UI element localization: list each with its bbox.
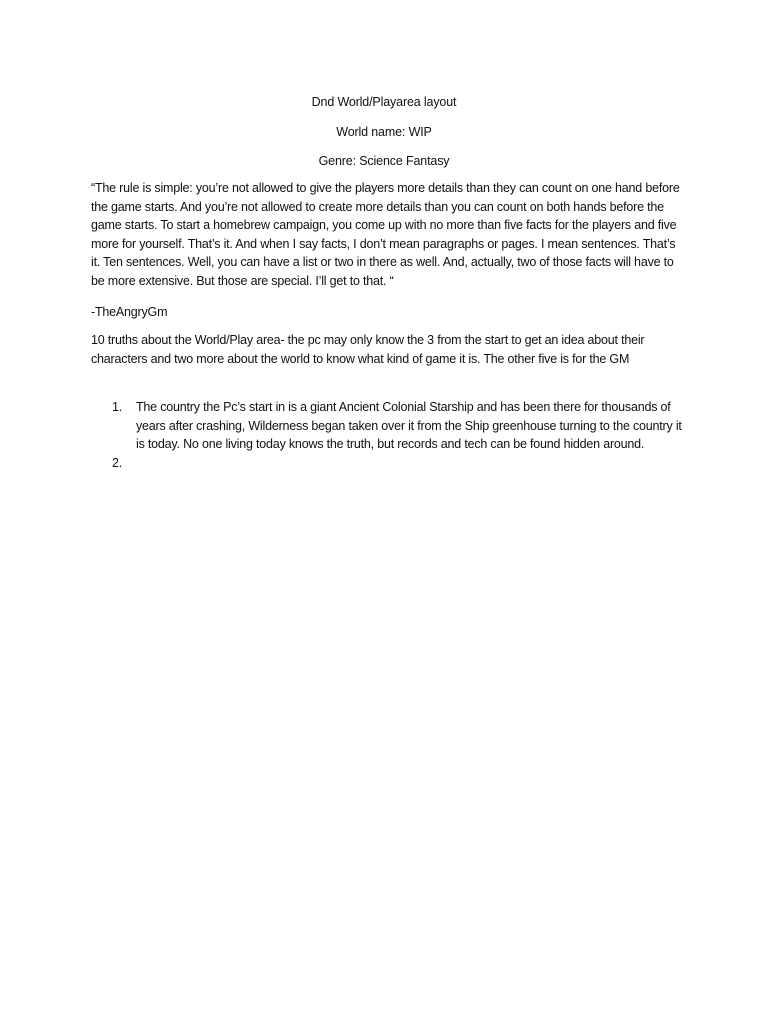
quote-attribution: -TheAngryGm	[91, 305, 168, 319]
list-item-text: The country the Pc’s start in is a giant Ancient Colonial Starship and has been there for thousands of years after crashing, Wilderness began taken over it from the Ship greenhouse turning to the country it is today. No one living today knows the truth, but records and tech can be found hidden around.	[136, 400, 682, 451]
genre-line: Genre: Science Fantasy	[318, 154, 450, 168]
document-title: Dnd World/Playarea layout	[311, 95, 457, 109]
truths-intro-paragraph: 10 truths about the World/Play area- the pc may only know the 3 from the start to get an idea about their characters and two more about the world to know what kind of game it is. The other five is for the GM	[91, 333, 645, 366]
list-item-number: 1.	[112, 400, 123, 414]
list-item	[91, 398, 687, 454]
list-item	[91, 454, 687, 473]
list-item-number: 2.	[112, 455, 123, 470]
world-name-line: World name: WIP	[336, 125, 432, 139]
truths-list	[91, 398, 687, 472]
quote-paragraph: “The rule is simple: you’re not allowed to give the players more details than they can count on one hand before the game starts. And you’re not allowed to create more details than you can count on both hands before the game starts. To start a homebrew campaign, you come up with no more than five facts for the players and five more for yourself. That’s it. And when I say facts, I don’t mean paragraphs or pages. I mean sentences. That’s it. Ten sentences. Well, you can have a list or two in there as well. And, actually, two of those facts will have to be more extensive. But those are special. I’ll get to that. “	[91, 181, 680, 288]
